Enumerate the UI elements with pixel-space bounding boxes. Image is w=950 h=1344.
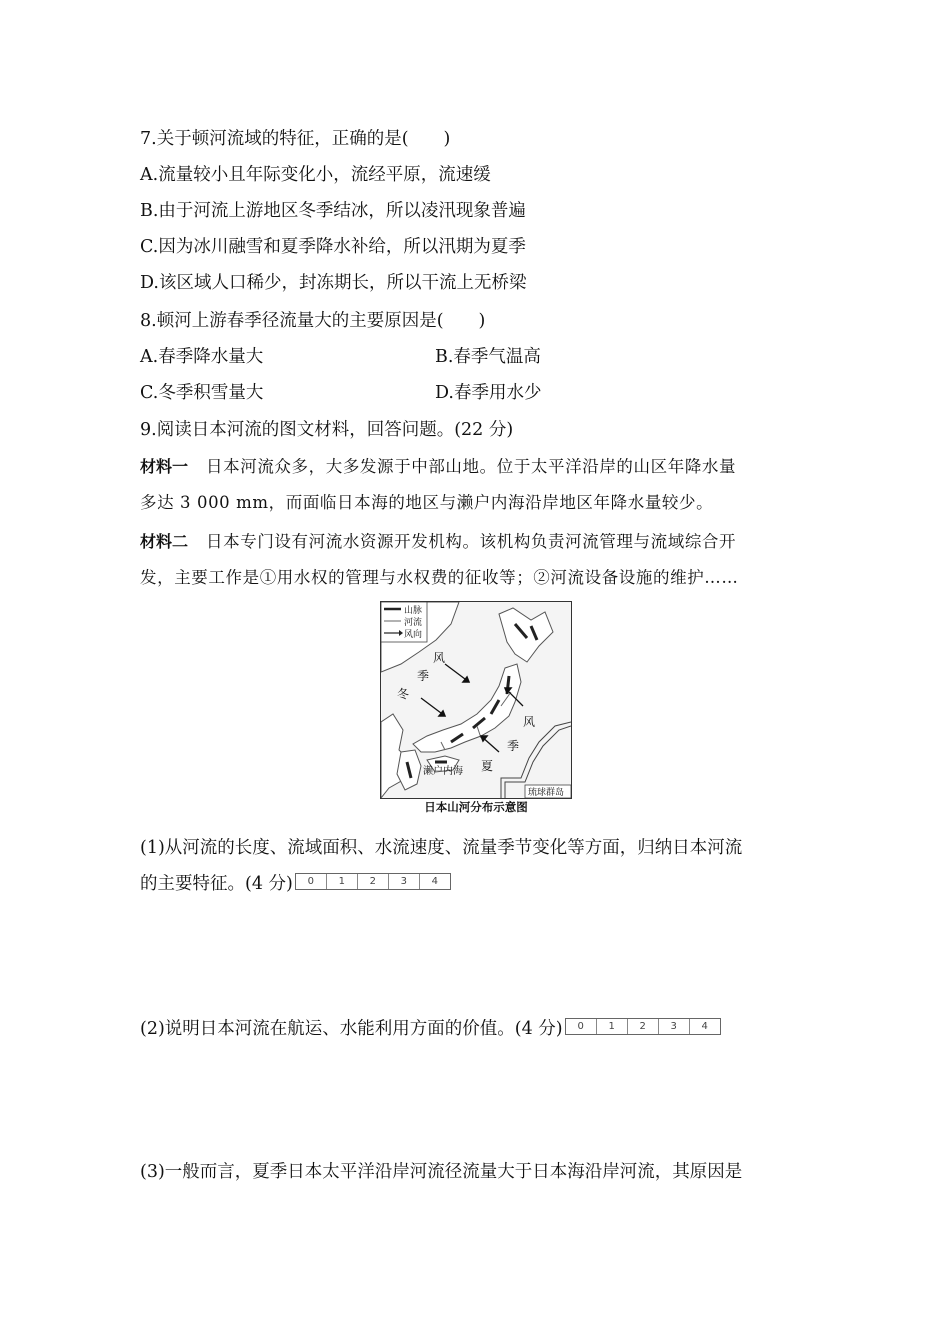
winter-wind-char-1: 风 — [433, 651, 446, 665]
material2-line1 — [140, 530, 736, 554]
score-box-sub1[interactable] — [295, 873, 451, 890]
material1-line1 — [140, 455, 736, 479]
score-3[interactable]: 3 — [389, 874, 420, 889]
seto-inland-sea-label: 濑户内海 — [423, 766, 463, 777]
score-0[interactable]: 0 — [566, 1019, 597, 1034]
score-box-sub2[interactable] — [565, 1018, 721, 1035]
summer-wind-char-2: 季 — [507, 739, 520, 753]
q8-stem: 8.顿河上游春季径流量大的主要原因是( ) — [140, 311, 486, 331]
q9-sub2-text: (2)说明日本河流在航运、水能利用方面的价值。(4 分) — [140, 1019, 563, 1039]
score-4[interactable]: 4 — [431, 876, 439, 887]
legend-mountain: 山脉 — [404, 606, 423, 616]
q7-stem: 7.关于顿河流域的特征，正确的是( ) — [140, 129, 451, 149]
material2-label: 材料二 — [140, 532, 189, 551]
q7-option-d: D.该区域人口稀少，封冻期长，所以干流上无桥梁 — [140, 273, 527, 293]
summer-wind-char-3: 夏 — [481, 759, 494, 773]
japan-map-svg — [381, 602, 571, 798]
score-2[interactable]: 2 — [358, 874, 389, 889]
q8-option-c: C.冬季积雪量大 — [140, 383, 264, 403]
material2-line2: 发，主要工作是①用水权的管理与水权费的征收等；②河流设备设施的维护…… — [140, 568, 739, 587]
score-3[interactable]: 3 — [659, 1019, 690, 1034]
map-caption: 日本山河分布示意图 — [424, 800, 528, 814]
q7-option-a: A.流量较小且年际变化小，流经平原，流速缓 — [140, 165, 491, 185]
q7-option-b: B.由于河流上游地区冬季结冰，所以凌汛现象普遍 — [140, 201, 526, 221]
winter-wind-char-2: 季 — [417, 669, 430, 683]
q8-option-a: A.春季降水量大 — [140, 347, 264, 367]
japan-map — [380, 601, 572, 799]
material1-label: 材料一 — [140, 457, 189, 476]
q8-option-b: B.春季气温高 — [435, 347, 541, 367]
q7-option-c: C.因为冰川融雪和夏季降水补给，所以汛期为夏季 — [140, 237, 526, 257]
score-0[interactable]: 0 — [296, 874, 327, 889]
score-1[interactable]: 1 — [597, 1019, 628, 1034]
q9-sub1-line1: (1)从河流的长度、流域面积、水流速度、流量季节变化等方面，归纳日本河流 — [140, 838, 743, 858]
q9-stem: 9.阅读日本河流的图文材料，回答问题。(22 分) — [140, 420, 514, 440]
q9-sub1-text2: 的主要特征。(4 分) — [140, 874, 293, 894]
material2-text1: 日本专门设有河流水资源开发机构。该机构负责河流管理与流域综合开 — [206, 532, 737, 551]
winter-wind-char-3: 冬 — [397, 687, 410, 701]
legend-river: 河流 — [404, 618, 423, 628]
ryukyu-islands-label: 琉球群岛 — [528, 788, 565, 798]
material1-line2: 多达 3 000 mm，而面临日本海的地区与濑户内海沿岸地区年降水量较少。 — [140, 493, 714, 512]
legend-wind: 风向 — [404, 630, 423, 640]
score-1[interactable]: 1 — [327, 874, 358, 889]
q8-option-d: D.春季用水少 — [435, 383, 542, 403]
material1-text1: 日本河流众多，大多发源于中部山地。位于太平洋沿岸的山区年降水量 — [206, 457, 737, 476]
q9-sub1-line2 — [140, 872, 451, 896]
score-4[interactable]: 4 — [701, 1021, 708, 1032]
q9-sub2-line — [140, 1017, 721, 1041]
summer-wind-char-1: 风 — [523, 715, 536, 729]
score-2[interactable]: 2 — [628, 1019, 659, 1034]
q9-sub3-line1: (3)一般而言，夏季日本太平洋沿岸河流径流量大于日本海沿岸河流，其原因是 — [140, 1162, 743, 1182]
